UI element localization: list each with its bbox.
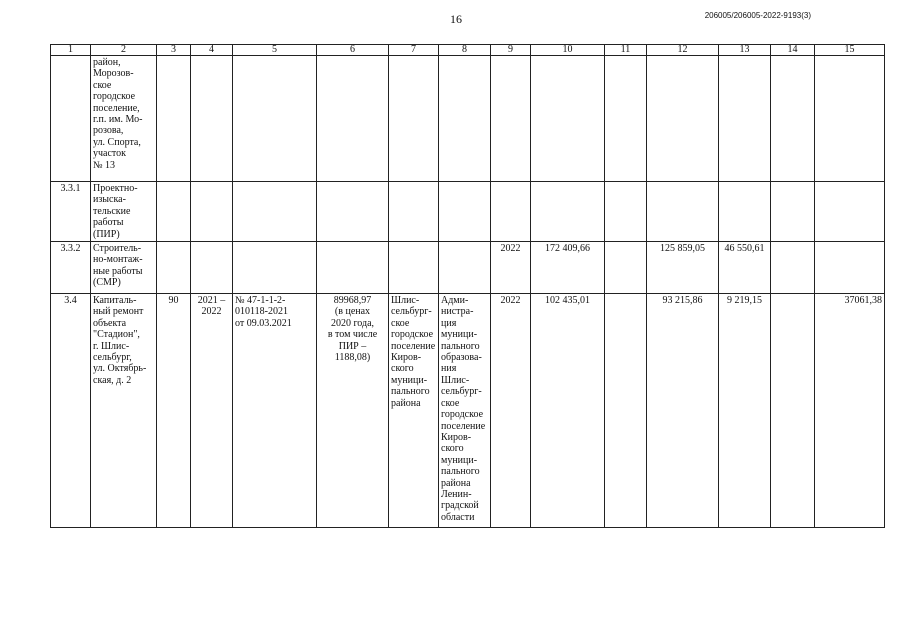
object-name-cell: Строитель- но-монтаж- ные работы (СМР) — [91, 242, 157, 294]
amount-cell: 102 435,01 — [531, 294, 605, 528]
column-header: 15 — [815, 45, 885, 56]
year-cell: 2022 — [491, 242, 531, 294]
table-cell — [439, 242, 491, 294]
column-header: 4 — [191, 45, 233, 56]
municipality-cell: Шлис- сельбург- ское городское поселение Киров- ского муници- пального района — [389, 294, 439, 528]
column-header: 13 — [719, 45, 771, 56]
column-header: 3 — [157, 45, 191, 56]
table-cell — [815, 182, 885, 242]
table-cell — [605, 294, 647, 528]
table-cell — [191, 182, 233, 242]
row-number-cell: 3.3.1 — [51, 182, 91, 242]
page-number: 16 — [450, 12, 462, 26]
table-cell — [389, 242, 439, 294]
table-cell — [491, 182, 531, 242]
table-cell — [233, 56, 317, 182]
table-cell — [719, 56, 771, 182]
table-cell — [531, 182, 605, 242]
table-cell — [771, 56, 815, 182]
document-reference: 206005/206005-2022-9193(3) — [704, 11, 811, 20]
table-cell — [389, 182, 439, 242]
table-cell — [233, 182, 317, 242]
column-header: 14 — [771, 45, 815, 56]
table-cell — [191, 56, 233, 182]
column-header: 11 — [605, 45, 647, 56]
table-cell — [233, 242, 317, 294]
table-cell — [317, 56, 389, 182]
column-header: 10 — [531, 45, 605, 56]
object-name-cell: Капиталь- ный ремонт объекта "Стадион", г. Шлис- сельбург, ул. Октябрь- ская, д. 2 — [91, 294, 157, 528]
table-cell — [605, 242, 647, 294]
column-header: 5 — [233, 45, 317, 56]
row-number-cell — [51, 56, 91, 182]
row-number-cell: 3.4 — [51, 294, 91, 528]
expertise-cell: № 47-1-1-2- 010118-2021 от 09.03.2021 — [233, 294, 317, 528]
table-row — [51, 56, 885, 182]
object-name-cell: Проектно- изыска- тельские работы (ПИР) — [91, 182, 157, 242]
table-cell — [317, 182, 389, 242]
table-cell — [647, 56, 719, 182]
column-header: 12 — [647, 45, 719, 56]
amount-cell: 37061,38 — [815, 294, 885, 528]
amount-cell: 46 550,61 — [719, 242, 771, 294]
row-number-cell: 3.3.2 — [51, 242, 91, 294]
table-cell — [157, 242, 191, 294]
column-header: 9 — [491, 45, 531, 56]
table-cell — [157, 182, 191, 242]
capacity-cell: 90 — [157, 294, 191, 528]
table-cell — [771, 294, 815, 528]
administration-cell: Адми- нистра- ция муници- пального образова- ния Шлис- сельбург- ское городское поселение Киров- ского муници- пального района Ленин- градской области — [439, 294, 491, 528]
amount-cell: 125 859,05 — [647, 242, 719, 294]
table-row — [51, 242, 885, 294]
object-name-cell: район, Морозов- ское городское поселение, г.п. им. Мо- розова, ул. Спорта, участок № 13 — [91, 56, 157, 182]
budget-table — [50, 44, 885, 528]
table-cell — [491, 56, 531, 182]
table-cell — [317, 242, 389, 294]
table-cell — [605, 182, 647, 242]
period-cell: 2021 – 2022 — [191, 294, 233, 528]
table-cell — [771, 242, 815, 294]
column-header: 8 — [439, 45, 491, 56]
estimated-cost-cell: 89968,97 (в ценах 2020 года, в том числе ПИР – 1188,08) — [317, 294, 389, 528]
table-row — [51, 294, 885, 528]
table-cell — [531, 56, 605, 182]
year-cell: 2022 — [491, 294, 531, 528]
table-cell — [815, 242, 885, 294]
amount-cell: 93 215,86 — [647, 294, 719, 528]
table-row — [51, 182, 885, 242]
column-header: 2 — [91, 45, 157, 56]
column-header: 6 — [317, 45, 389, 56]
table-cell — [157, 56, 191, 182]
column-header: 7 — [389, 45, 439, 56]
table-cell — [605, 56, 647, 182]
amount-cell: 9 219,15 — [719, 294, 771, 528]
table-cell — [719, 182, 771, 242]
column-number-row — [51, 45, 885, 56]
table-cell — [815, 56, 885, 182]
table-cell — [647, 182, 719, 242]
table-cell — [191, 242, 233, 294]
table-cell — [439, 182, 491, 242]
table-cell — [771, 182, 815, 242]
table-cell — [439, 56, 491, 182]
column-header: 1 — [51, 45, 91, 56]
table-cell — [389, 56, 439, 182]
amount-cell: 172 409,66 — [531, 242, 605, 294]
